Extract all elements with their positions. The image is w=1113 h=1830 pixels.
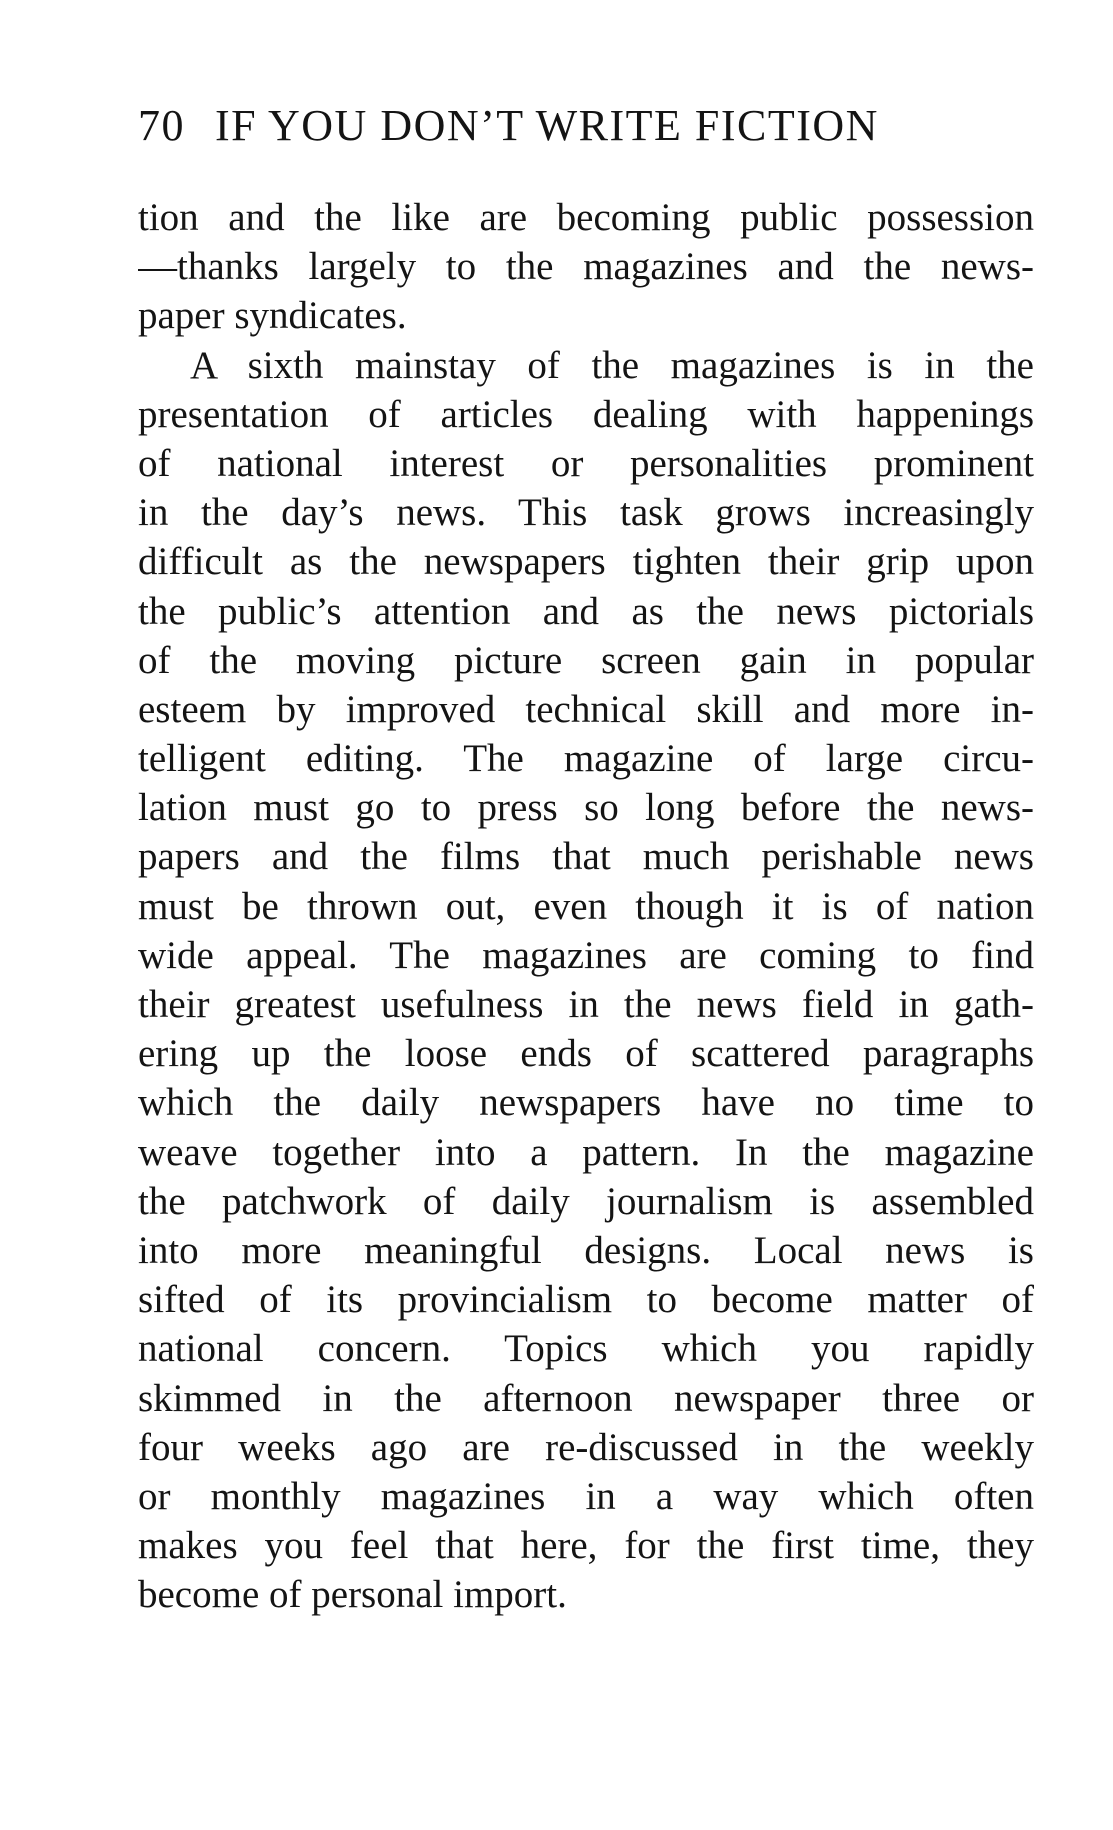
text-line: which the daily newspapers have no time to (138, 1081, 1034, 1125)
text-line: papers and the films that much perishable news (138, 835, 1034, 879)
text-line: esteem by improved technical skill and more in- (138, 687, 1034, 731)
text-line: skimmed in the afternoon newspaper three or (138, 1376, 1034, 1420)
text-line: —thanks largely to the magazines and the news- (138, 245, 1034, 289)
text-line: difficult as the newspapers tighten their grip upon (138, 540, 1034, 584)
body-text (138, 193, 1034, 1619)
text-line: makes you feel that here, for the first time, they (138, 1524, 1034, 1568)
text-line: the public’s attention and as the news pictorials (138, 589, 1034, 633)
running-head (138, 100, 879, 160)
text-line: presentation of articles dealing with happenings (138, 392, 1034, 436)
text-line: wide appeal. The magazines are coming to find (138, 933, 1034, 977)
text-line: four weeks ago are re-discussed in the weekly (138, 1425, 1034, 1469)
text-line: ering up the loose ends of scattered paragraphs (138, 1032, 1034, 1076)
text-line: must be thrown out, even though it is of nation (138, 884, 1034, 928)
text-line: in the day’s news. This task grows increasingly (138, 491, 1034, 535)
text-line: their greatest usefulness in the news field in gath- (138, 983, 1034, 1026)
text-line: lation must go to press so long before the news- (138, 786, 1034, 830)
text-line: into more meaningful designs. Local news is (138, 1228, 1034, 1272)
text-line: weave together into a pattern. In the magazine (138, 1130, 1034, 1174)
text-line: A sixth mainstay of the magazines is in the (190, 343, 1034, 387)
text-line: paper syndicates. (138, 294, 407, 338)
text-line: tion and the like are becoming public possession (138, 196, 1034, 239)
text-line: sifted of its provincialism to become matter of (138, 1278, 1034, 1322)
page-number: 70 (138, 101, 185, 150)
text-line: national concern. Topics which you rapidly (138, 1327, 1034, 1371)
text-line: of national interest or personalities prominent (138, 441, 1034, 485)
text-line: telligent editing. The magazine of large circu- (138, 737, 1034, 781)
text-line: the patchwork of daily journalism is assembled (138, 1179, 1034, 1223)
text-line: or monthly magazines in a way which often (138, 1474, 1034, 1518)
text-line: become of personal import. (138, 1573, 567, 1617)
running-title: IF YOU DON’T WRITE FICTION (215, 101, 879, 150)
text-line: of the moving picture screen gain in popular (138, 638, 1034, 682)
